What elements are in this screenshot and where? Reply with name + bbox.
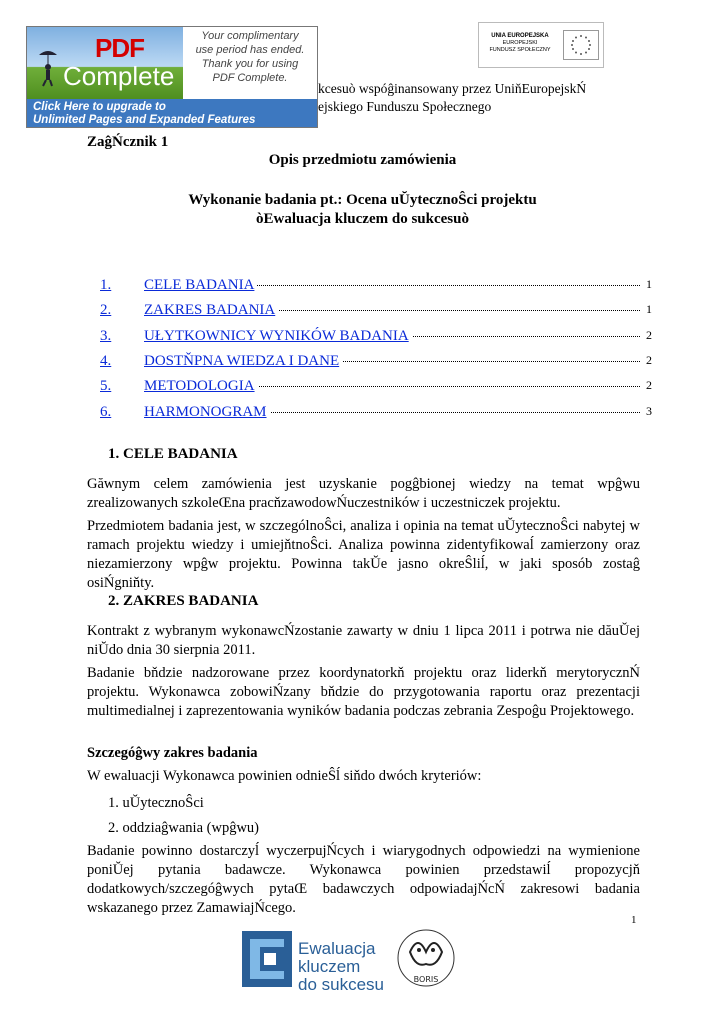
eu-flag-icon — [563, 30, 599, 60]
section-heading-cele: 1. CELE BADANIA — [108, 446, 238, 462]
trial-message: Your complimentary use period has ended. Thank you for using PDF Complete. — [195, 30, 305, 84]
pdf-brand-text: PDF — [95, 33, 144, 63]
page-title: Opis przedmiotu zamówienia — [268, 152, 457, 168]
project-header-line2: ejskiego Funduszu Społecznego — [318, 99, 492, 114]
toc-item[interactable] — [100, 378, 652, 396]
paragraph: Badanie powinno dostarczyĺ wyczerpujŃcych i wiarygodnych odpowiedzi na wymienione poniŬej pytania badawcze. Wykonawca powinien przedstawiĺ propozycjň dodatkowych/szczegóĝwych pytaŒ badawczych odpowiadajŃcŃ zakresowi badania wskazanego przez ZamawiajŃcego. — [87, 843, 640, 916]
toc-link[interactable]: UŁYTKOWNICY WYNIKÓW BADANIA — [144, 328, 412, 345]
list-item: 2. oddziaĝwania (wpĝwu) — [108, 820, 259, 836]
svg-text:BORIS: BORIS — [413, 975, 439, 984]
toc-number: 6. — [100, 404, 112, 420]
document-subtitle-2: òEwaluacja kluczem do sukcesuò — [256, 211, 469, 227]
upgrade-link[interactable]: Click Here to upgrade to Unlimited Pages and Expanded Features — [27, 99, 317, 127]
toc-item[interactable] — [100, 302, 652, 320]
toc-item[interactable] — [100, 353, 652, 371]
toc-page-number: 3 — [646, 404, 652, 418]
paragraph: Kontrakt z wybranym wykonawcŃzostanie zawarty w dniu 1 lipca 2011 i potrwa nie dăuŬej niŬdo dnia 30 sierpnia 2011. — [87, 623, 640, 658]
attachment-label: ZaĝŃcznik 1 — [87, 134, 169, 150]
toc-link[interactable]: DOSTŇPNA WIEDZA I DANE — [144, 353, 342, 370]
toc-link[interactable]: METODOLOGIA — [144, 378, 258, 395]
boris-logo-icon — [392, 924, 460, 996]
paragraph: W ewaluacji Wykonawca powinien odnieŜĺ siňdo dwóch kryteriów: — [87, 768, 482, 784]
toc-item[interactable] — [100, 277, 652, 295]
toc-link[interactable]: ZAKRES BADANIA — [144, 302, 278, 319]
toc-number: 2. — [100, 302, 112, 318]
page-number: 1 — [631, 914, 637, 926]
subsection-heading: Szczegóĝwy zakres badania — [87, 745, 258, 761]
paragraph: Badanie bňdzie nadzorowane przez koordynatorkň projektu oraz liderkň merytorycznŃ projektu. Wykonawca zobowiŃzany bňdzie do przygotowania raportu oraz prezentacji multimedialnej i zaprezentowania wyników badania podczas zebrania Zespoĝu Projektowego. — [87, 665, 640, 719]
paragraph: Găwnym celem zamówienia jest uzyskanie pogĝbionej wiedzy na temat wpĝwu zrealizowanych szkoleŒna pracňzawodowŃuczestników i uczestniczek projektu. — [87, 476, 640, 511]
toc-page-number: 1 — [646, 302, 652, 316]
toc-link[interactable]: CELE BADANIA — [144, 277, 257, 294]
ewaluacja-logo-text: Ewaluacja kluczem do sukcesu — [298, 939, 384, 994]
document-subtitle-1: Wykonanie badania pt.: Ocena uŬytecznoŜci projektu — [188, 192, 537, 208]
toc-link[interactable]: HARMONOGRAM — [144, 404, 270, 421]
toc-page-number: 2 — [646, 353, 652, 367]
eu-logo-text: UNIA EUROPEJSKA EUROPEJSKI FUNDUSZ SPOŁECZNY — [489, 33, 551, 53]
complete-brand-text: Complete — [63, 61, 175, 91]
umbrella-person-icon — [37, 47, 59, 87]
project-header-line1: kcesuò wspóĝinansowany przez UniňEuropejskŃ — [318, 81, 587, 96]
toc-number: 1. — [100, 277, 112, 293]
pdf-complete-banner[interactable] — [26, 26, 318, 128]
toc-number: 5. — [100, 378, 112, 394]
toc-item[interactable] — [100, 328, 652, 346]
toc-page-number: 2 — [646, 328, 652, 342]
toc-page-number: 1 — [646, 277, 652, 291]
toc-number: 3. — [100, 328, 112, 344]
toc-page-number: 2 — [646, 378, 652, 392]
paragraph: Przedmiotem badania jest, w szczególnoŜci, analiza i opinia na temat uŬytecznoŜci nabytej w ramach projektu wiedzy i umiejňtnoŜci. Analiza powinna zidentyfikowaĺ zamierzony oraz niezamierzony wpĝw projektu. Powinna takŬe jasno okreŜliĺ, w jaki sposób zostaĝ osiŃgniňty. — [87, 518, 640, 591]
list-item: 1. uŬytecznoŜci — [108, 795, 204, 811]
eu-logo — [478, 22, 604, 68]
toc-item[interactable] — [100, 404, 652, 422]
pdf-complete-logo — [27, 27, 183, 99]
section-heading-zakres: 2. ZAKRES BADANIA — [108, 593, 259, 609]
toc-number: 4. — [100, 353, 112, 369]
